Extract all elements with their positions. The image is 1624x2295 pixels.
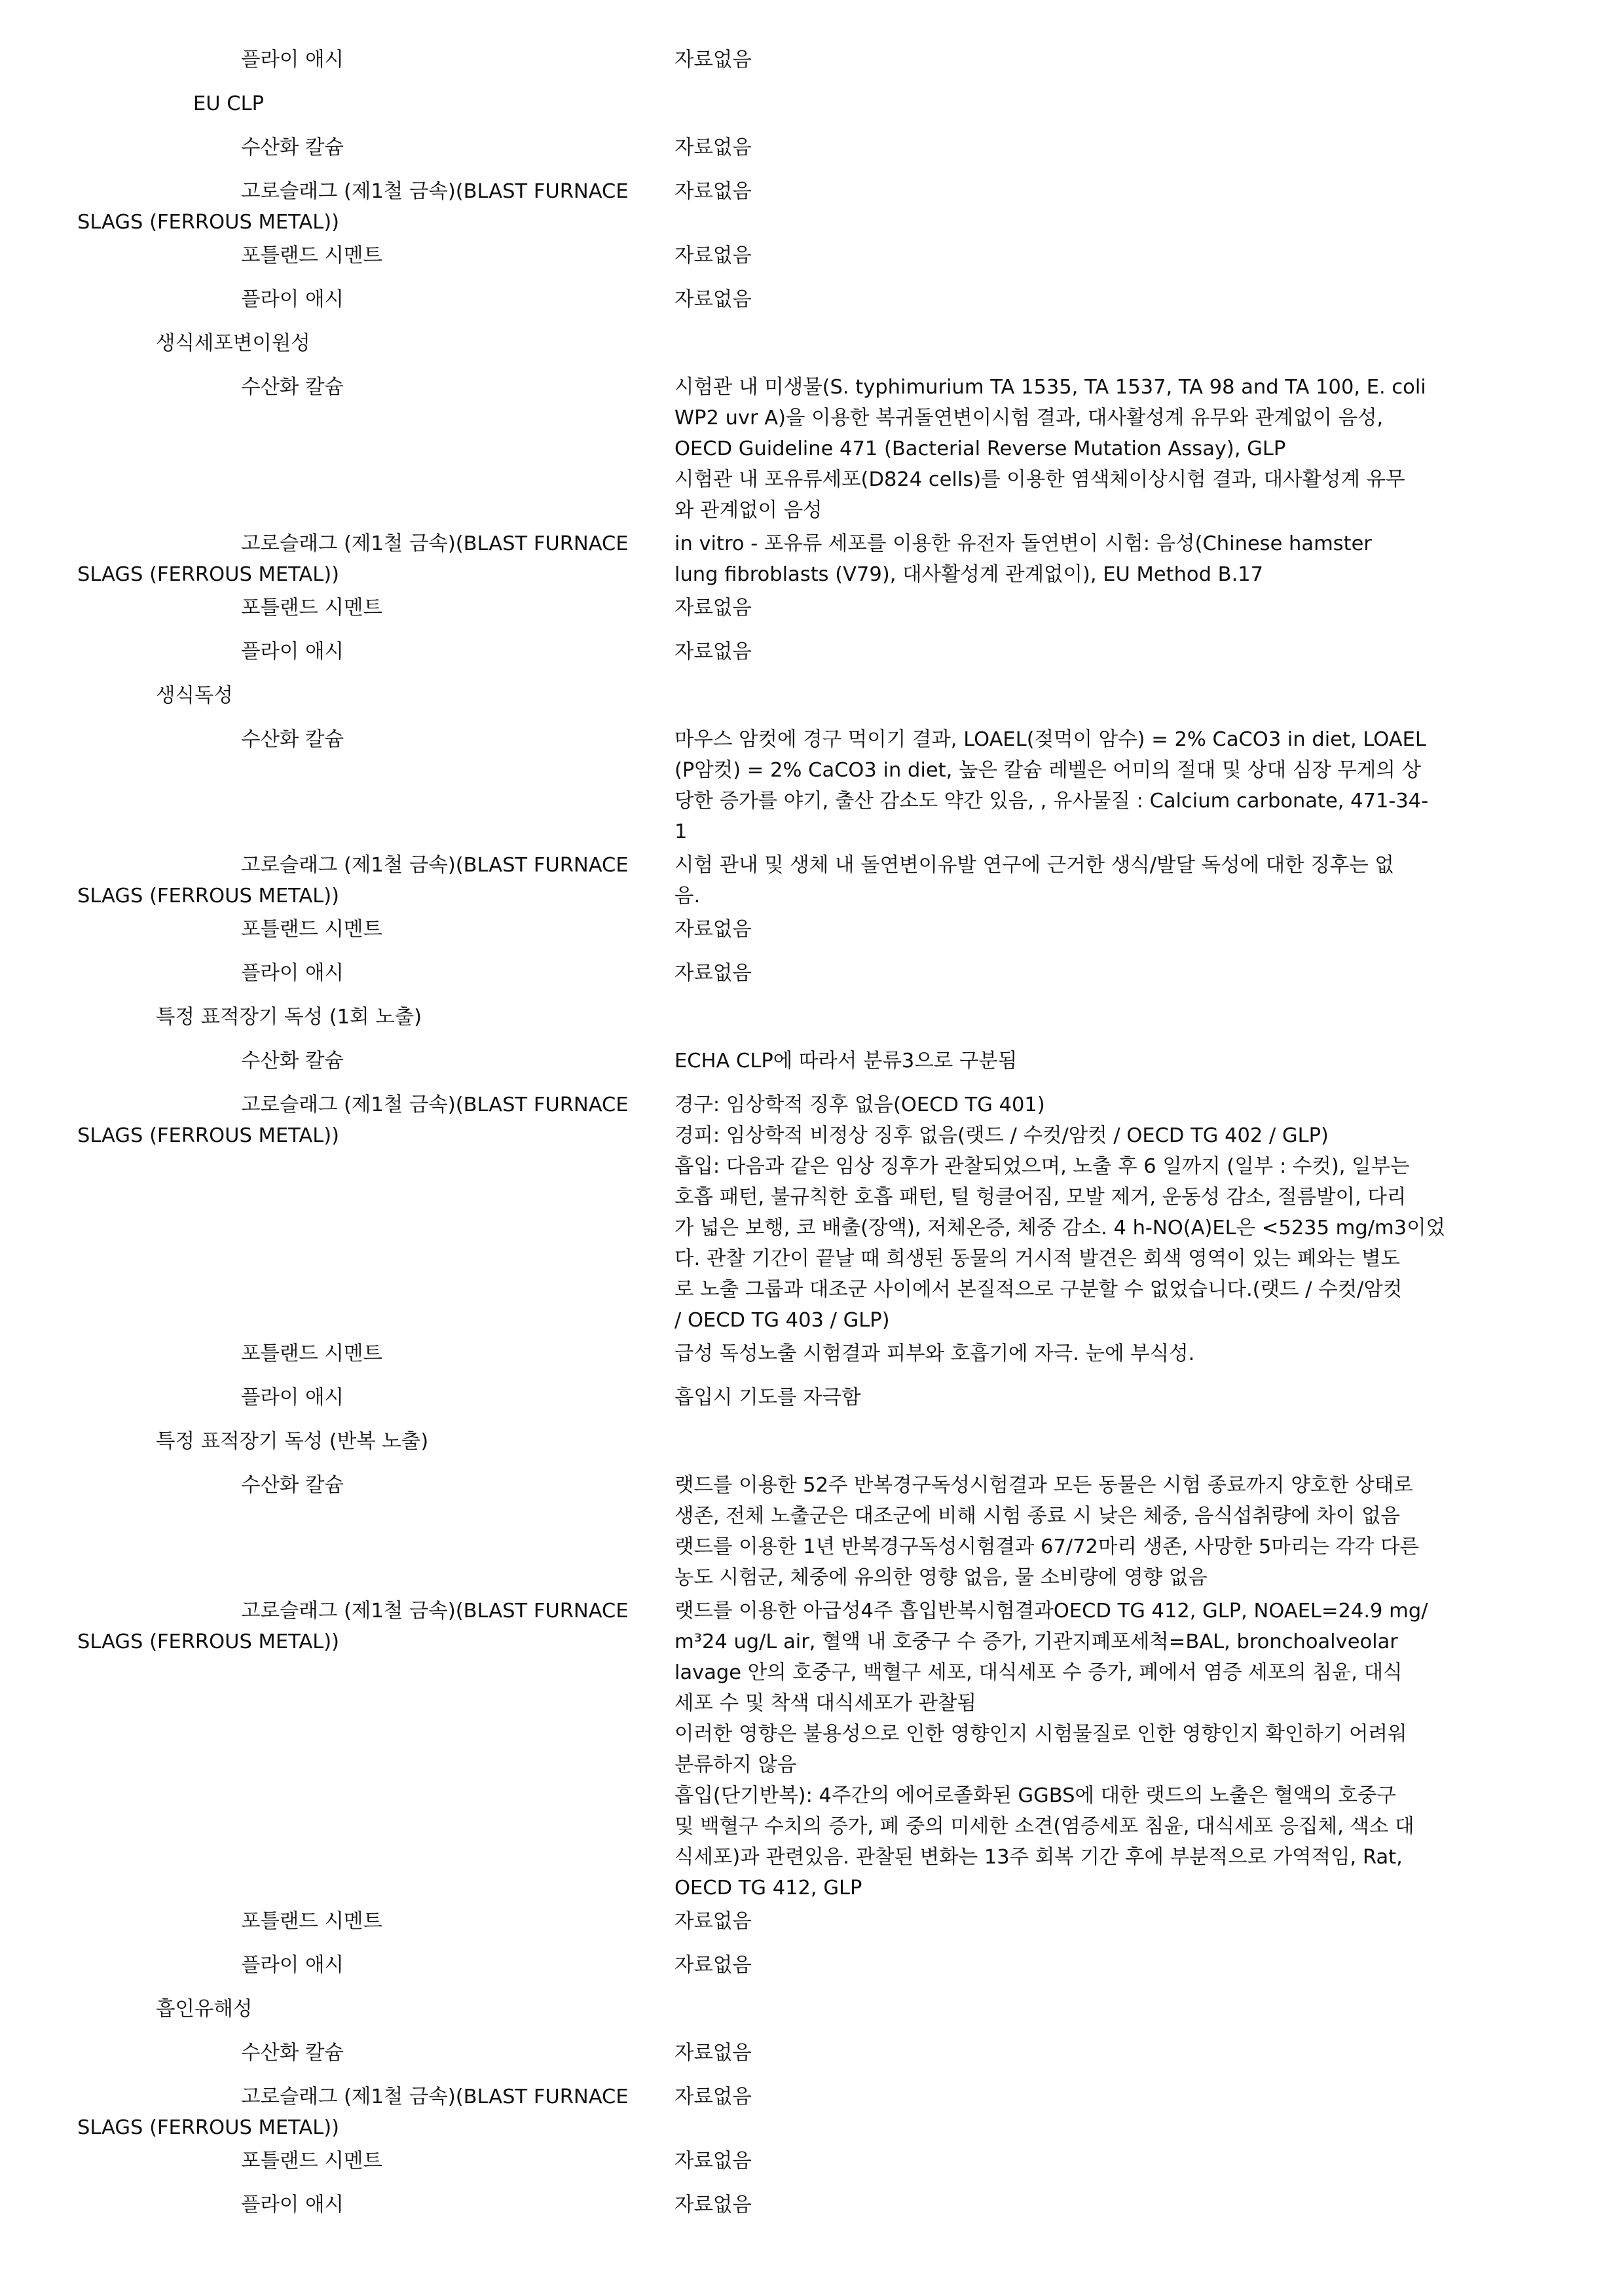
property-row <box>0 1950 1624 1981</box>
property-value <box>674 1596 1454 1903</box>
value-line: 이러한 영향은 불용성으로 인한 영향인지 시험물질로 인한 영향인지 확인하기 어려워 <box>674 1723 1407 1746</box>
substance-name <box>0 2146 674 2176</box>
property-row <box>0 176 1624 238</box>
value-line: 자료없음 <box>674 48 752 71</box>
substance-name-continuation: SLAGS (FERROUS METAL)) <box>77 1630 340 1653</box>
row-spacer <box>0 1457 1624 1470</box>
row-spacer <box>0 1981 1624 1994</box>
value-line: 흡입시 기도를 자극함 <box>674 1386 861 1409</box>
value-line: 흡입: 다음과 같은 임상 징후가 관찰되었으며, 노출 후 6 일까지 (일부 : 수컷), 일부는 <box>674 1155 1410 1178</box>
value-line: WP2 uvr A)을 이용한 복귀돌연변이시험 결과, 대사활성계 유무와 관계없이 음성, <box>674 407 1384 430</box>
property-row <box>0 636 1624 667</box>
value-line: 분류하지 않음 <box>674 1753 797 1776</box>
row-spacer <box>0 75 1624 88</box>
substance-name-line: 고로슬래그 (제1철 금속)(BLAST FURNACE <box>241 180 629 203</box>
value-line: / OECD TG 403 / GLP) <box>674 1309 890 1332</box>
heading-label: EU CLP <box>193 92 264 115</box>
value-line: 로 노출 그룹과 대조군 사이에서 본질적으로 구분할 수 없었습니다.(랫드 / 수컷/암컷 <box>674 1278 1403 1301</box>
property-row <box>0 914 1624 945</box>
property-value <box>674 176 1454 238</box>
value-line: 랫드를 이용한 아급성4주 흡입반복시험결과OECD TG 412, GLP, NOAEL=24.9 mg/ <box>674 1600 1428 1623</box>
substance-name-continuation: SLAGS (FERROUS METAL)) <box>77 1124 340 1147</box>
substance-name-line: 고로슬래그 (제1철 금속)(BLAST FURNACE <box>241 2085 629 2108</box>
substance-name <box>0 724 674 847</box>
property-value <box>674 1046 1454 1076</box>
substance-name <box>0 240 674 271</box>
substance-name-line: 수산화 칼슘 <box>241 1474 344 1497</box>
value-line: 자료없음 <box>674 180 752 203</box>
value-line: OECD Guideline 471 (Bacterial Reverse Mutation Assay), GLP <box>674 437 1286 460</box>
subsection-heading <box>0 88 1624 119</box>
substance-name-line: 수산화 칼슘 <box>241 136 344 159</box>
value-line: 농도 시험군, 체중에 유의한 영향 없음, 물 소비량에 영향 없음 <box>674 1566 1208 1589</box>
row-spacer <box>0 119 1624 132</box>
heading-label: 생식세포변이원성 <box>156 332 310 355</box>
row-spacer <box>0 623 1624 636</box>
property-row <box>0 2082 1624 2143</box>
substance-name-line: 플라이 애시 <box>241 48 344 71</box>
substance-name <box>0 1382 674 1413</box>
substance-name <box>0 528 674 590</box>
substance-name-line: 포틀랜드 시멘트 <box>241 918 382 941</box>
property-value <box>674 2190 1454 2220</box>
property-value <box>674 2038 1454 2068</box>
substance-name-line: 고로슬래그 (제1철 금속)(BLAST FURNACE <box>241 1093 629 1116</box>
substance-name-line: 수산화 칼슘 <box>241 2042 344 2065</box>
substance-name <box>0 593 674 623</box>
property-value <box>674 1090 1454 1336</box>
value-line: 자료없음 <box>674 288 752 311</box>
row-spacer <box>0 989 1624 1002</box>
substance-name-line: 수산화 칼슘 <box>241 728 344 751</box>
value-line: 자료없음 <box>674 918 752 941</box>
value-line: 세포 수 및 착색 대식세포가 관찰됨 <box>674 1692 976 1715</box>
substance-name-continuation: SLAGS (FERROUS METAL)) <box>77 563 340 586</box>
value-line: 마우스 암컷에 경구 먹이기 결과, LOAEL(젖먹이 암수) = 2% CaCO3 in diet, LOAEL <box>674 728 1426 751</box>
substance-name <box>0 1596 674 1903</box>
property-row <box>0 1906 1624 1937</box>
row-spacer <box>0 359 1624 372</box>
property-value <box>674 636 1454 667</box>
substance-name-line: 포틀랜드 시멘트 <box>241 2150 382 2173</box>
substance-name-line: 포틀랜드 시멘트 <box>241 597 382 619</box>
value-line: 다. 관찰 기간이 끝날 때 희생된 동물의 거시적 발견은 회색 영역이 있는 폐와는 별도 <box>674 1247 1401 1270</box>
substance-name <box>0 636 674 667</box>
value-line: OECD TG 412, GLP <box>674 1877 862 1900</box>
row-spacer <box>0 271 1624 284</box>
substance-name <box>0 372 674 526</box>
property-value <box>674 240 1454 271</box>
property-value <box>674 593 1454 623</box>
property-value <box>674 850 1454 911</box>
value-line: lavage 안의 호중구, 백혈구 세포, 대식세포 수 증가, 폐에서 염증 세포의 침윤, 대식 <box>674 1661 1403 1684</box>
substance-name-line: 플라이 애시 <box>241 1386 344 1409</box>
row-spacer <box>0 1413 1624 1426</box>
substance-name-line: 포틀랜드 시멘트 <box>241 1342 382 1365</box>
substance-name <box>0 176 674 238</box>
substance-name-line: 포틀랜드 시멘트 <box>241 1910 382 1933</box>
substance-name-line: 수산화 칼슘 <box>241 376 344 399</box>
property-row <box>0 45 1624 75</box>
property-row <box>0 1338 1624 1369</box>
row-spacer <box>0 1033 1624 1046</box>
substance-name <box>0 132 674 163</box>
substance-name <box>0 45 674 75</box>
property-row <box>0 2038 1624 2068</box>
value-line: in vitro - 포유류 세포를 이용한 유전자 돌연변이 시험: 음성(Chinese hamster <box>674 532 1372 555</box>
substance-name <box>0 1906 674 1937</box>
property-value <box>674 372 1454 526</box>
value-line: 호흡 패턴, 불규칙한 호흡 패턴, 털 헝클어짐, 모발 제거, 운동성 감소, 절름발이, 다리 <box>674 1186 1407 1209</box>
substance-name <box>0 1950 674 1981</box>
property-row <box>0 284 1624 315</box>
value-line: 흡입(단기반복): 4주간의 에어로졸화된 GGBS에 대한 랫드의 노출은 혈액의 호중구 <box>674 1784 1396 1807</box>
row-spacer <box>0 1076 1624 1090</box>
row-spacer <box>0 945 1624 958</box>
section-heading <box>0 1002 1624 1033</box>
value-line: 시험 관내 및 생체 내 돌연변이유발 연구에 근거한 생식/발달 독성에 대한 징후는 없 <box>674 854 1394 877</box>
substance-name-continuation: SLAGS (FERROUS METAL)) <box>77 885 340 908</box>
value-line: 식세포)과 관련있음. 관찰된 변화는 13주 회복 기간 후에 부분적으로 가역적임, Rat, <box>674 1846 1403 1869</box>
value-line: 경구: 임상학적 징후 없음(OECD TG 401) <box>674 1093 1045 1116</box>
value-line: 급성 독성노출 시험결과 피부와 호흡기에 자극. 눈에 부식성. <box>674 1342 1195 1365</box>
row-spacer <box>0 2176 1624 2190</box>
property-row <box>0 132 1624 163</box>
row-spacer <box>0 315 1624 328</box>
row-spacer <box>0 2220 1624 2233</box>
value-line: 자료없음 <box>674 244 752 267</box>
substance-name <box>0 850 674 911</box>
property-row <box>0 240 1624 271</box>
property-value <box>674 132 1454 163</box>
substance-name <box>0 914 674 945</box>
property-value <box>674 2082 1454 2143</box>
value-line: 자료없음 <box>674 2085 752 2108</box>
substance-name <box>0 2190 674 2220</box>
substance-name-line: 고로슬래그 (제1철 금속)(BLAST FURNACE <box>241 532 629 555</box>
value-line: m³24 ug/L air, 혈액 내 호중구 수 증가, 기관지폐포세척=BAL, bronchoalveolar <box>674 1630 1398 1653</box>
property-row <box>0 850 1624 911</box>
substance-name-line: 고로슬래그 (제1철 금속)(BLAST FURNACE <box>241 854 629 877</box>
value-line: 자료없음 <box>674 2150 752 2173</box>
property-value <box>674 1906 1454 1937</box>
value-line: 자료없음 <box>674 962 752 985</box>
substance-name-line: 수산화 칼슘 <box>241 1050 344 1073</box>
property-value <box>674 45 1454 75</box>
value-line: 랫드를 이용한 52주 반복경구독성시험결과 모든 동물은 시험 종료까지 양호한 상태로 <box>674 1474 1413 1497</box>
document-body <box>0 45 1624 2233</box>
substance-name-continuation: SLAGS (FERROUS METAL)) <box>77 2116 340 2139</box>
substance-name-line: 플라이 애시 <box>241 1954 344 1977</box>
value-line: 자료없음 <box>674 1910 752 1933</box>
property-value <box>674 1470 1454 1593</box>
row-spacer <box>0 667 1624 680</box>
property-value <box>674 724 1454 847</box>
value-line: 가 넓은 보행, 코 배출(장액), 저체온증, 체중 감소. 4 h-NO(A)EL은 <5235 mg/m3이었 <box>674 1217 1446 1239</box>
substance-name-line: 플라이 애시 <box>241 288 344 311</box>
substance-name <box>0 2038 674 2068</box>
property-value <box>674 1382 1454 1413</box>
property-row <box>0 593 1624 623</box>
value-line: 자료없음 <box>674 2194 752 2216</box>
property-row <box>0 1596 1624 1903</box>
property-row <box>0 2146 1624 2176</box>
substance-name <box>0 284 674 315</box>
value-line: 음. <box>674 885 701 908</box>
value-line: 경피: 임상학적 비정상 징후 없음(랫드 / 수컷/암컷 / OECD TG 402 / GLP) <box>674 1124 1329 1147</box>
substance-name <box>0 2082 674 2143</box>
value-line: 와 관계없이 음성 <box>674 499 822 522</box>
heading-label: 흡인유해성 <box>156 1998 253 2021</box>
heading-label: 특정 표적장기 독성 (1회 노출) <box>156 1006 422 1029</box>
property-value <box>674 914 1454 945</box>
property-row <box>0 1090 1624 1336</box>
property-value <box>674 958 1454 989</box>
row-spacer <box>0 1369 1624 1382</box>
section-heading <box>0 328 1624 359</box>
substance-name <box>0 958 674 989</box>
value-line: 시험관 내 미생물(S. typhimurium TA 1535, TA 1537, TA 98 and TA 100, E. coli <box>674 376 1426 399</box>
property-row <box>0 724 1624 847</box>
substance-name <box>0 1090 674 1336</box>
row-spacer <box>0 2025 1624 2038</box>
substance-name <box>0 1046 674 1076</box>
property-value <box>674 528 1454 590</box>
substance-name-line: 고로슬래그 (제1철 금속)(BLAST FURNACE <box>241 1600 629 1623</box>
property-value <box>674 1950 1454 1981</box>
substance-name-line: 플라이 애시 <box>241 962 344 985</box>
value-line: 자료없음 <box>674 597 752 619</box>
substance-name <box>0 1338 674 1369</box>
value-line: 시험관 내 포유류세포(D824 cells)를 이용한 염색체이상시험 결과, 대사활성계 유무 <box>674 468 1405 491</box>
property-value <box>674 2146 1454 2176</box>
property-row <box>0 2190 1624 2220</box>
value-line: 자료없음 <box>674 136 752 159</box>
row-spacer <box>0 711 1624 724</box>
row-spacer <box>0 1937 1624 1950</box>
value-line: 랫드를 이용한 1년 반복경구독성시험결과 67/72마리 생존, 사망한 5마리는 각각 다른 <box>674 1535 1420 1558</box>
property-row <box>0 1382 1624 1413</box>
heading-label: 특정 표적장기 독성 (반복 노출) <box>156 1430 429 1453</box>
substance-name-continuation: SLAGS (FERROUS METAL)) <box>77 211 340 234</box>
value-line: 자료없음 <box>674 1954 752 1977</box>
row-spacer <box>0 163 1624 176</box>
value-line: (P암컷) = 2% CaCO3 in diet, 높은 칼슘 레벨은 어미의 절대 및 상대 심장 무게의 상 <box>674 759 1421 782</box>
value-line: lung fibroblasts (V79), 대사활성계 관계없이), EU Method B.17 <box>674 563 1264 586</box>
heading-label: 생식독성 <box>156 684 233 707</box>
value-line: 생존, 전체 노출군은 대조군에 비해 시험 종료 시 낮은 체중, 음식섭취량에 차이 없음 <box>674 1505 1401 1528</box>
section-heading <box>0 680 1624 711</box>
substance-name <box>0 1470 674 1593</box>
property-row <box>0 1470 1624 1593</box>
value-line: 자료없음 <box>674 2042 752 2065</box>
value-line: ECHA CLP에 따라서 분류3으로 구분됨 <box>674 1050 1018 1073</box>
value-line: 당한 증가를 야기, 출산 감소도 약간 있음, , 유사물질 : Calcium carbonate, 471-34- <box>674 790 1429 813</box>
property-value <box>674 1338 1454 1369</box>
property-row <box>0 372 1624 526</box>
substance-name-line: 플라이 애시 <box>241 2194 344 2216</box>
substance-name-line: 포틀랜드 시멘트 <box>241 244 382 267</box>
section-heading <box>0 1994 1624 2025</box>
substance-name-line: 플라이 애시 <box>241 640 344 663</box>
property-row <box>0 528 1624 590</box>
value-line: 자료없음 <box>674 640 752 663</box>
property-row <box>0 1046 1624 1076</box>
property-row <box>0 958 1624 989</box>
row-spacer <box>0 2068 1624 2082</box>
value-line: 1 <box>674 820 688 843</box>
value-line: 및 백혈구 수치의 증가, 폐 중의 미세한 소견(염증세포 침윤, 대식세포 응집체, 색소 대 <box>674 1815 1414 1838</box>
property-value <box>674 284 1454 315</box>
section-heading <box>0 1426 1624 1457</box>
